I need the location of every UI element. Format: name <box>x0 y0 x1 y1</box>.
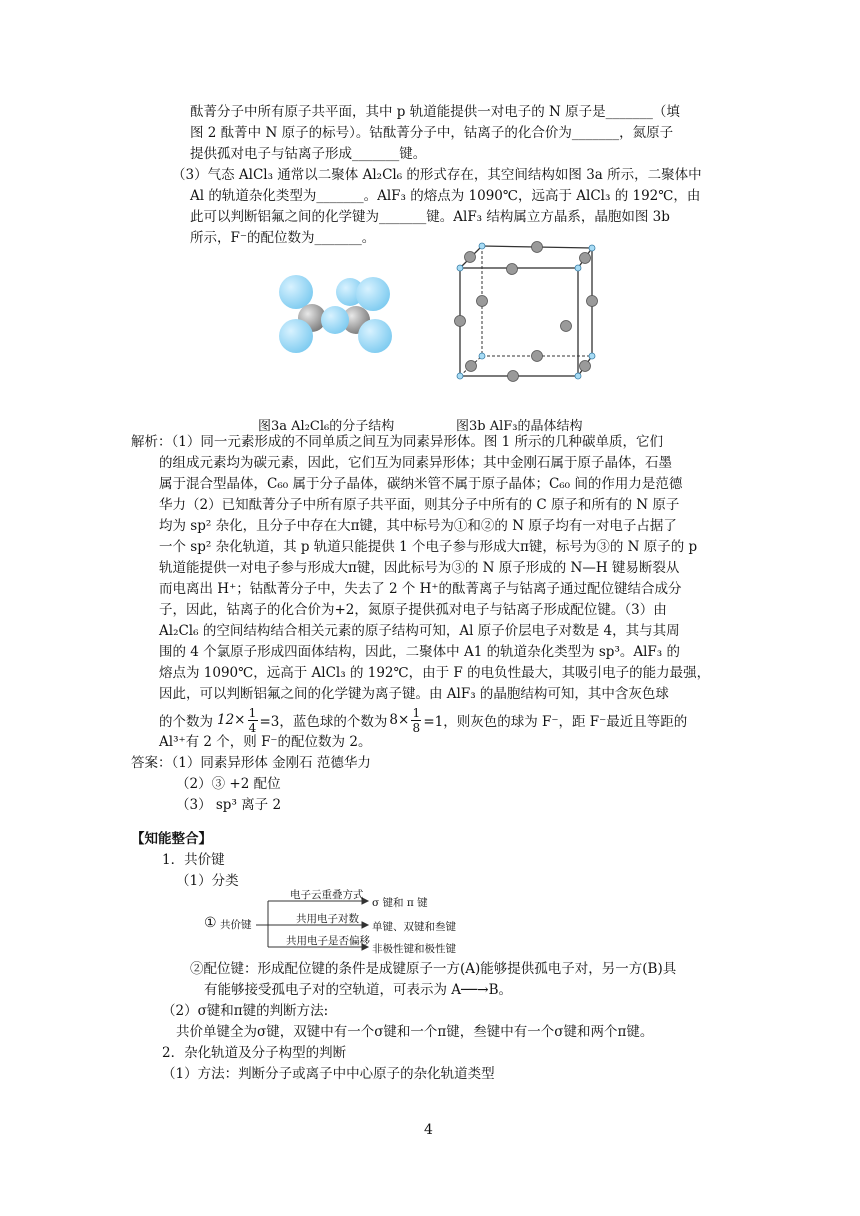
figure-caption-3a: 图3a Al₂Cl₆的分子结构 <box>258 419 395 434</box>
fraction-numerator: 1 <box>412 705 421 720</box>
bond-classification-diagram <box>200 885 500 957</box>
text-line: 图 2 酞菁中 N 原子的标号）。钴酞菁分子中，钴离子的化合价为_______，氮原子 <box>190 125 674 141</box>
analysis-line: 属于混合型晶体，C₆₀ 属于分子晶体，碳纳米管不属于原子晶体；C₆₀ 间的作用力是范德 <box>159 476 683 492</box>
fraction-denominator: 4 <box>248 720 257 735</box>
formula-text: =3，蓝色球的个数为 <box>259 714 388 730</box>
analysis-line: 均为 sp² 杂化，且分子中存在大π键，其中标号为①和②的 N 原子均有一对电子占据了 <box>159 518 677 534</box>
heading: 1．共价键 <box>162 852 225 868</box>
heading: （1）分类 <box>176 873 239 889</box>
fraction <box>411 706 421 735</box>
text-line: 共价单键全为σ键，双键中有一个σ键和一个π键，叁键中有一个σ键和两个π键。 <box>176 1024 654 1040</box>
heading: 2．杂化轨道及分子构型的判断 <box>162 1045 347 1061</box>
analysis-line: 轨道能提供一对电子参与形成大π键，因此标号为③的 N 原子形成的 N—H 键易断裂从 <box>159 560 680 576</box>
diagram-branch-result: 非极性键和极性键 <box>372 943 456 955</box>
analysis-line: 熔点为 1090℃，远高于 AlCl₃ 的 192℃，由于 F 的电负性最大，其吸引电子的能力最强， <box>159 665 711 681</box>
formula-text: 8× <box>389 712 410 728</box>
diagram-branch-label: 共用电子是否偏移 <box>286 935 370 947</box>
analysis-line: 围的 4 个氯原子形成四面体结构，因此，二聚体中 A1 的轨道杂化类型为 sp³。AlF₃ 的 <box>159 644 681 660</box>
analysis-line: Al₂Cl₆ 的空间结构结合相关元素的原子结构可知，Al 原子价层电子对数是 4，其与其周 <box>159 623 680 639</box>
answer-line: （3） sp³ 离子 2 <box>176 797 282 813</box>
analysis-line: 一个 sp² 杂化轨道，其 p 轨道只能提供 1 个电子参与形成大π键，标号为③的 N 原子的 p <box>159 539 698 555</box>
al2cl6-molecule-figure <box>272 268 402 358</box>
analysis-line: Al³⁺有 2 个，则 F⁻的配位数为 2。 <box>159 734 372 750</box>
answer-line: 答案：（1）同素异形体 金刚石 范德华力 <box>131 755 371 771</box>
text-line: 有能够接受孤电子对的空轨道，可表示为 A──→B。 <box>204 982 513 998</box>
fraction-numerator: 1 <box>248 705 257 720</box>
diagram-root: 共价键 <box>220 919 252 931</box>
analysis-line: 子，因此，钴离子的化合价为+2，氮原子提供孤对电子与钴离子形成配位键。（3）由 <box>159 602 667 618</box>
text-line: 此可以判断铝氟之间的化学键为_______键。AlF₃ 结构属立方晶系，晶胞如图 3b <box>190 209 670 225</box>
formula-text: 12× <box>217 712 246 728</box>
diagram-branch-label: 共用电子对数 <box>296 913 359 925</box>
alf3-crystal-figure <box>450 238 600 386</box>
figure-caption-3b: 图3b AlF₃的晶体结构 <box>456 419 583 434</box>
diagram-branch-result: 单键、双键和叁键 <box>372 921 456 933</box>
page-number: 4 <box>424 1122 433 1138</box>
text-line: 酞菁分子中所有原子共平面，其中 p 轨道能提供一对电子的 N 原子是_______（填 <box>190 104 680 120</box>
circle-number: ① <box>204 915 217 931</box>
text-line: ②配位键：形成配位键的条件是成键原子一方(A)能够提供孤电子对，另一方(B)具 <box>190 961 677 977</box>
analysis-line: 解析：（1）同一元素形成的不同单质之间互为同素异形体。图 1 所示的几种碳单质，它们 <box>131 434 664 450</box>
answer-line: （2）③ +2 配位 <box>176 776 281 792</box>
formula-text: =1，则灰色的球为 F⁻，距 F⁻最近且等距的 <box>423 714 688 730</box>
diagram-branch-result: σ 键和 π 键 <box>372 897 428 909</box>
fraction <box>248 706 258 735</box>
section-title: 【知能整合】 <box>131 831 212 847</box>
analysis-line: 因此，可以判断铝氟之间的化学键为离子键。由 AlF₃ 的晶胞结构可知，其中含灰色球 <box>159 686 669 702</box>
formula-text: 的个数为 <box>159 714 213 730</box>
text-line: （3）气态 AlCl₃ 通常以二聚体 Al₂Cl₆ 的形式存在，其空间结构如图 3a 所示，二聚体中 <box>172 167 702 183</box>
text-line: Al 的轨道杂化类型为_______。AlF₃ 的熔点为 1090℃，远高于 AlCl₃ 的 192℃，由 <box>190 188 701 204</box>
text-line: 提供孤对电子与钴离子形成_______键。 <box>190 146 427 162</box>
text-line: （1）方法：判断分子或离子中中心原子的杂化轨道类型 <box>162 1066 495 1082</box>
analysis-line: 的组成元素均为碳元素，因此，它们互为同素异形体；其中金刚石属于原子晶体，石墨 <box>159 455 672 471</box>
diagram-branch-label: 电子云重叠方式 <box>290 889 364 901</box>
analysis-line: 华力（2）已知酞菁分子中所有原子共平面，则其分子中所有的 C 原子和所有的 N 原子 <box>159 497 680 513</box>
text-line: （2）σ键和π键的判断方法: <box>162 1003 329 1019</box>
analysis-line: 而电离出 H⁺；钴酞菁分子中，失去了 2 个 H⁺的酞菁离子与钴离子通过配位键结合成分 <box>159 581 682 597</box>
fraction-denominator: 8 <box>412 720 421 735</box>
text-line: 所示，F⁻的配位数为_______。 <box>190 230 376 246</box>
